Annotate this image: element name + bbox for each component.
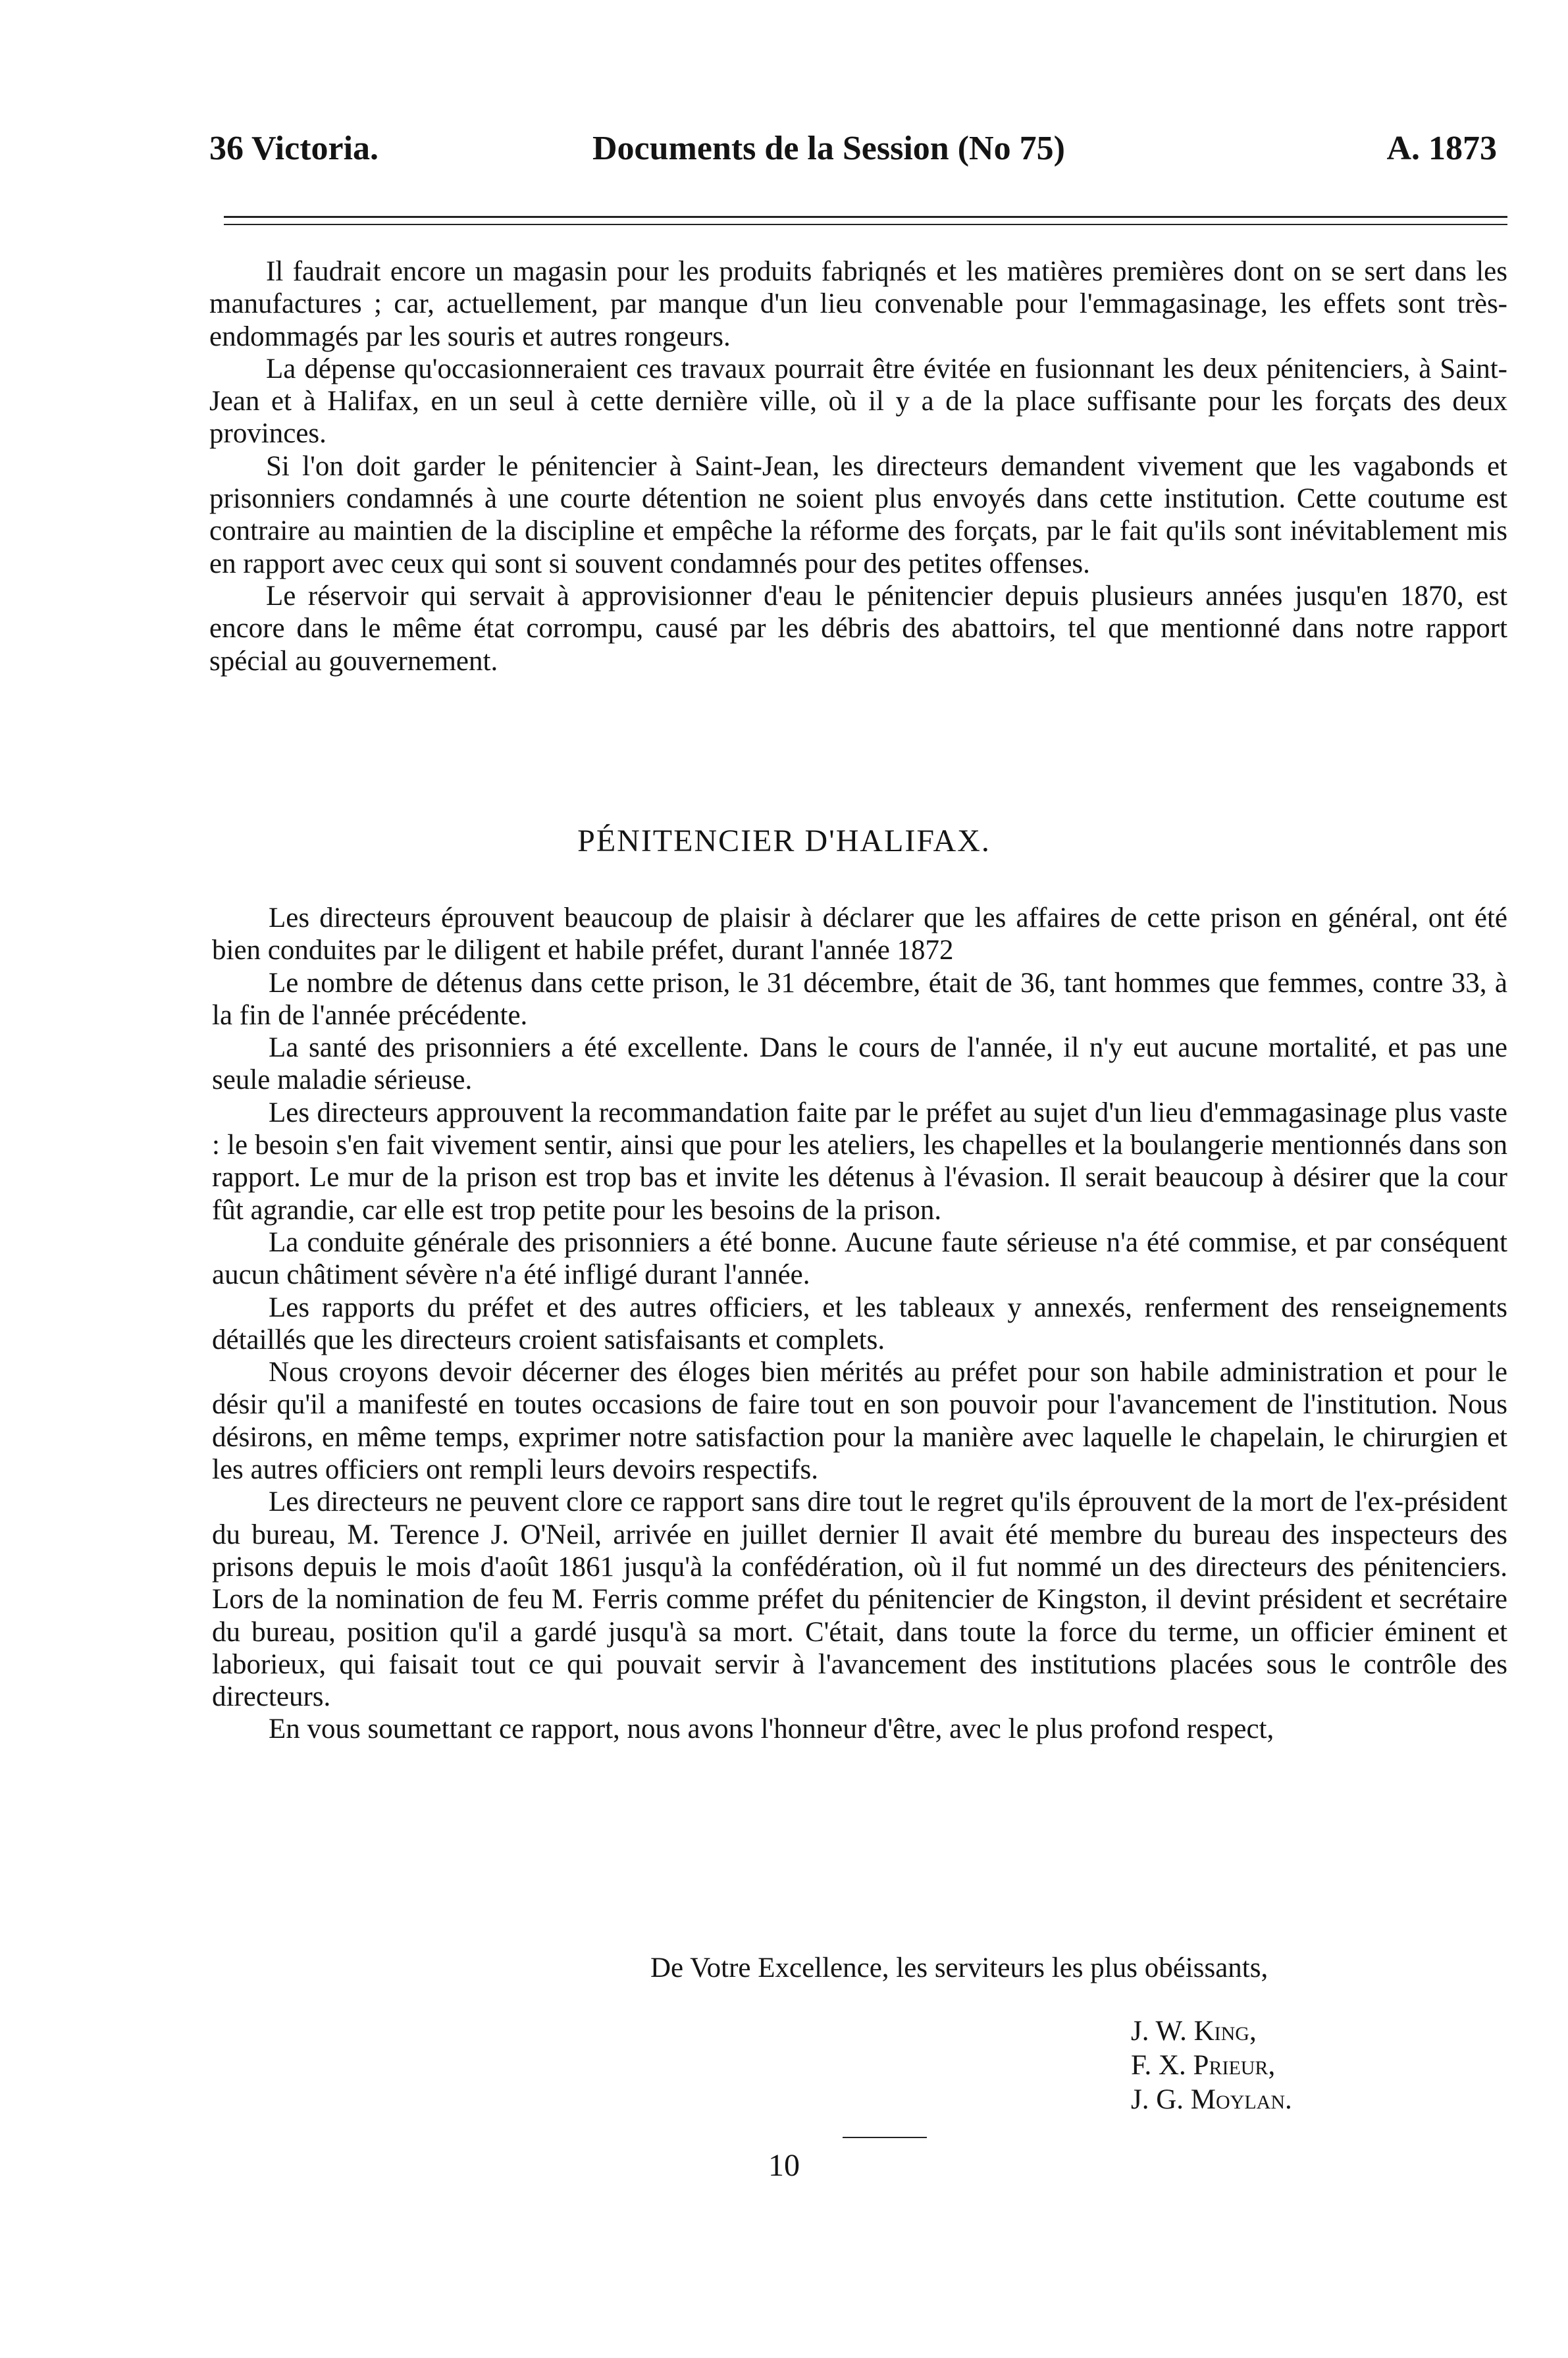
paragraph: Les directeurs approuvent la recommandation faite par le préfet au sujet d'un lieu d'emmagasinage plus vaste : le besoin s'en fait vivement sentir, ainsi que pour les ateliers, les chapelles et la boulangerie mentionnés dans son rapport. Le mur de la prison est trop bas et invite les détenus à l'évasion. Il serait beaucoup à désirer que la cour fût agrandie, car elle est trop petite pour les besoins de la prison. <box>212 1097 1507 1226</box>
signature-prieur: F. X. Prieur, <box>1131 2050 1276 2081</box>
section-title: PÉNITENCIER D'HALIFAX. <box>577 824 991 858</box>
paragraph: Le nombre de détenus dans cette prison, le 31 décembre, était de 36, tant hommes que femmes, contre 33, à la fin de l'année précédente. <box>212 967 1507 1031</box>
intro-text-block <box>209 255 1507 677</box>
header-document-title: Documents de la Session (No 75) <box>592 130 1065 167</box>
paragraph: La dépense qu'occasionneraient ces travaux pourrait être évitée en fusionnant les deux pénitenciers, à Saint-Jean et à Halifax, en un seul à cette dernière ville, où il y a de la place suffisante pour les forçats des deux provinces. <box>209 353 1507 450</box>
header-rule <box>224 216 1507 218</box>
paragraph: En vous soumettant ce rapport, nous avons l'honneur d'être, avec le plus profond respect, <box>269 1714 1274 1745</box>
signature-king: J. W. King, <box>1131 2016 1257 2047</box>
signature-moylan: J. G. Moylan. <box>1131 2084 1292 2115</box>
halifax-text-block <box>212 902 1507 1746</box>
paragraph: Les rapports du préfet et des autres officiers, et les tableaux y annexés, renferment des renseignements détaillés que les directeurs croient satisfaisants et complets. <box>212 1292 1507 1355</box>
page-number: 10 <box>768 2148 800 2183</box>
paragraph: Les directeurs éprouvent beaucoup de plaisir à déclarer que les affaires de cette prison en général, ont été bien conduites par le diligent et habile préfet, durant l'année 1872 <box>212 903 1507 966</box>
closing-salutation: De Votre Excellence, les serviteurs les plus obéissants, <box>650 1952 1268 1983</box>
paragraph: La santé des prisonniers a été excellente. Dans le cours de l'année, il n'y eut aucune mortalité, et pas une seule maladie sérieuse. <box>212 1032 1507 1096</box>
paragraph: Si l'on doit garder le pénitencier à Saint-Jean, les directeurs demandent vivement que les vagabonds et prisonniers condamnés à une courte détention ne soient plus envoyés dans cette institution. Cette coutume est contraire au maintien de la discipline et empêche la réforme des forçats, par le fait qu'ils sont inévitablement mis en rapport avec ceux qui sont si souvent condamnés pour des petites offenses. <box>209 450 1507 579</box>
paragraph: Le réservoir qui servait à approvisionner d'eau le pénitencier depuis plusieurs années jusqu'en 1870, est encore dans le même état corrompu, causé par les débris des abattoirs, tel que mentionné dans notre rapport spécial au gouvernement. <box>209 580 1507 677</box>
paragraph: La conduite générale des prisonniers a été bonne. Aucune faute sérieuse n'a été commise, et par conséquent aucun châtiment sévère n'a été infligé durant l'année. <box>212 1226 1507 1291</box>
header-rule-second <box>224 224 1507 225</box>
footer-rule <box>843 2137 927 2138</box>
header-session-year: 36 Victoria. <box>209 130 379 167</box>
paragraph: Il faudrait encore un magasin pour les produits fabriqnés et les matières premières dont on se sert dans les manufactures ; car, actuellement, par manque d'un lieu convenable pour l'emmagasinage, les effets sont très-endommagés par les souris et autres rongeurs. <box>209 256 1507 352</box>
signature-block <box>1131 2014 1292 2117</box>
paragraph: Nous croyons devoir décerner des éloges bien mérités au préfet pour son habile administration et pour le désir qu'il a manifesté en toutes occasions de faire tout en son pouvoir pour l'avancement de l'institution. Nous désirons, en même temps, exprimer notre satisfaction pour la manière avec laquelle le chapelain, le chirurgien et les autres officiers ont rempli leurs devoirs respectifs. <box>212 1357 1507 1486</box>
header-annee: A. 1873 <box>1386 130 1497 167</box>
paragraph: Les directeurs ne peuvent clore ce rapport sans dire tout le regret qu'ils éprouvent de la mort de l'ex-président du bureau, M. Terence J. O'Neil, arrivée en juillet dernier Il avait été membre du bureau des inspecteurs des prisons depuis le mois d'août 1861 jusqu'à la confédération, où il fut nommé un des directeurs des pénitenciers. Lors de la nomination de feu M. Ferris comme préfet du pénitencier de Kingston, il devint président et secrétaire du bureau, position qu'il a gardé jusqu'à sa mort. C'était, dans toute la force du terme, un officier éminent et laborieux, qui faisait tout ce qui pouvait servir à l'avancement des institutions placées sous le contrôle des directeurs. <box>212 1486 1507 1713</box>
